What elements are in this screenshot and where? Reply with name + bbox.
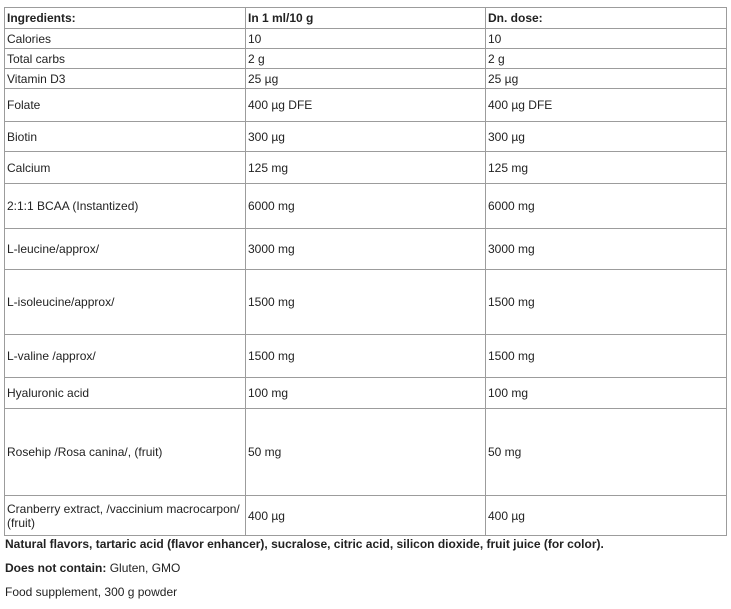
product-type-text: Food supplement, 300 g powder (5, 585, 178, 599)
daily-dose-value: 400 µg DFE (486, 89, 727, 122)
daily-dose-value: 100 mg (486, 378, 727, 409)
table-row (5, 335, 727, 378)
table-row (5, 49, 727, 69)
table-row (5, 270, 727, 335)
table-header-row (5, 8, 727, 29)
per-serving-value: 300 µg (246, 122, 486, 152)
per-serving-value: 10 (246, 29, 486, 49)
per-serving-value: 100 mg (246, 378, 486, 409)
per-serving-value: 125 mg (246, 152, 486, 184)
daily-dose-value: 10 (486, 29, 727, 49)
product-notes (5, 536, 727, 600)
table-row (5, 152, 727, 184)
table-row (5, 29, 727, 49)
header-ingredients: Ingredients: (5, 8, 246, 29)
header-per-serving: In 1 ml/10 g (246, 8, 486, 29)
ingredients-list-text: Natural flavors, tartaric acid (flavor enhancer), sucralose, citric acid, silicon dioxide, fruit juice (for color). (5, 537, 604, 551)
daily-dose-value: 25 µg (486, 69, 727, 89)
per-serving-value: 25 µg (246, 69, 486, 89)
daily-dose-value: 400 µg (486, 496, 727, 536)
ingredient-name: L-leucine/approx/ (5, 229, 246, 270)
daily-dose-value: 3000 mg (486, 229, 727, 270)
ingredient-name: Total carbs (5, 49, 246, 69)
table-row (5, 184, 727, 229)
table-row (5, 409, 727, 496)
ingredient-name: L-valine /approx/ (5, 335, 246, 378)
ingredient-name: Vitamin D3 (5, 69, 246, 89)
daily-dose-value: 1500 mg (486, 335, 727, 378)
header-daily-dose: Dn. dose: (486, 8, 727, 29)
ingredient-name: L-isoleucine/approx/ (5, 270, 246, 335)
daily-dose-value: 6000 mg (486, 184, 727, 229)
per-serving-value: 1500 mg (246, 270, 486, 335)
table-row (5, 229, 727, 270)
nutrition-table (4, 7, 727, 536)
does-not-contain-value: Gluten, GMO (109, 561, 181, 575)
table-row (5, 69, 727, 89)
per-serving-value: 400 µg DFE (246, 89, 486, 122)
per-serving-value: 2 g (246, 49, 486, 69)
ingredient-name: Rosehip /Rosa canina/, (fruit) (5, 409, 246, 496)
daily-dose-value: 1500 mg (486, 270, 727, 335)
ingredient-name: Calcium (5, 152, 246, 184)
table-row (5, 122, 727, 152)
ingredient-name: Biotin (5, 122, 246, 152)
table-row (5, 378, 727, 409)
ingredient-name: Calories (5, 29, 246, 49)
allergen-statement (5, 560, 727, 576)
per-serving-value: 6000 mg (246, 184, 486, 229)
per-serving-value: 400 µg (246, 496, 486, 536)
daily-dose-value: 125 mg (486, 152, 727, 184)
daily-dose-value: 300 µg (486, 122, 727, 152)
per-serving-value: 50 mg (246, 409, 486, 496)
daily-dose-value: 50 mg (486, 409, 727, 496)
ingredient-name: Hyaluronic acid (5, 378, 246, 409)
table-row (5, 89, 727, 122)
ingredient-name: Cranberry extract, /vaccinium macrocarpon/ (fruit) (5, 496, 246, 536)
table-row (5, 496, 727, 536)
does-not-contain-label: Does not contain: (5, 561, 107, 575)
ingredient-name: Folate (5, 89, 246, 122)
per-serving-value: 1500 mg (246, 335, 486, 378)
per-serving-value: 3000 mg (246, 229, 486, 270)
daily-dose-value: 2 g (486, 49, 727, 69)
ingredient-name: 2:1:1 BCAA (Instantized) (5, 184, 246, 229)
